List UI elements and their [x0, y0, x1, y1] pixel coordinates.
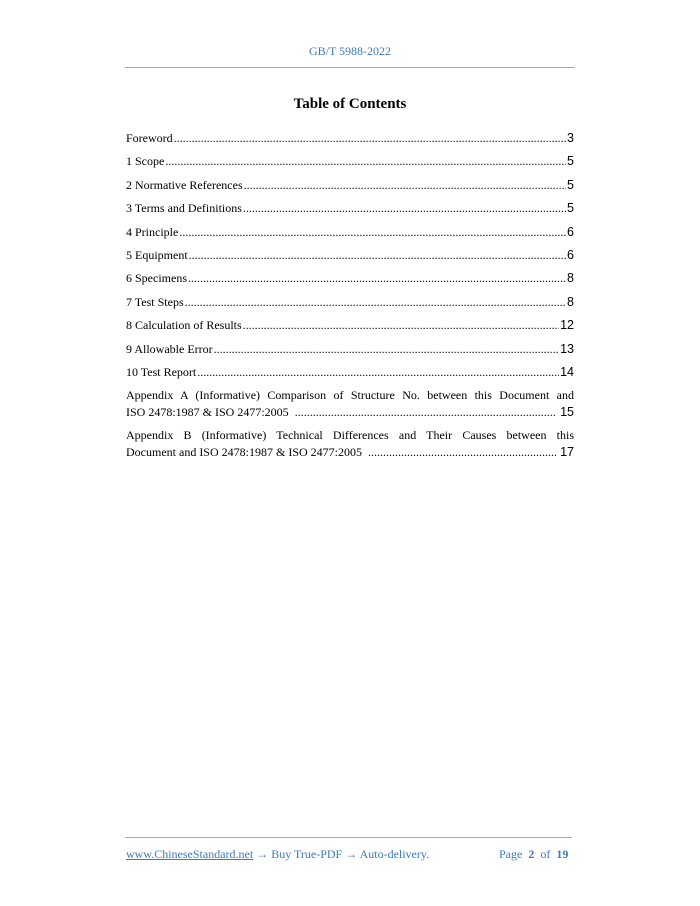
footer-divider: [125, 837, 572, 838]
dot-leader: [368, 444, 556, 461]
toc-entry-label: 7 Test Steps: [126, 294, 184, 309]
toc-entry-page: 14: [560, 364, 574, 379]
toc-entry-page: 6: [567, 247, 574, 262]
header-divider: [125, 67, 575, 68]
toc-entry-specimens[interactable]: [126, 267, 574, 290]
toc-entry-allowable-error[interactable]: [126, 338, 574, 361]
toc-entry-page: 5: [567, 154, 574, 169]
footer-page-indicator: [499, 847, 568, 862]
toc-title: Table of Contents: [293, 96, 407, 112]
toc-entry-page: 12: [560, 318, 574, 333]
footer-promo-text: → Buy True-PDF → Auto-delivery.: [253, 847, 430, 861]
page-of: of: [540, 847, 551, 861]
toc-entry-appendix-b[interactable]: [126, 424, 574, 464]
toc-entry-principle[interactable]: [126, 221, 574, 244]
toc-entry-label-line2: ISO 2478:1987 & ISO 2477:2005: [126, 405, 289, 420]
website-link[interactable]: www.ChineseStandard.net: [126, 847, 254, 861]
toc-entry-page: 17: [560, 445, 574, 460]
dot-leader: [188, 267, 566, 290]
current-page-number: 2: [528, 847, 535, 861]
dot-leader: [244, 174, 566, 197]
header-standard-code: GB/T 5988-2022: [308, 44, 392, 58]
toc-entry-test-report[interactable]: [126, 361, 574, 384]
toc-entry-terms-definitions[interactable]: [126, 197, 574, 220]
dot-leader: [243, 314, 559, 337]
toc-entry-label: 1 Scope: [126, 154, 165, 169]
toc-entry-calculation-results[interactable]: [126, 314, 574, 337]
dot-leader: [295, 404, 556, 421]
toc-entry-label-line1: Appendix B (Informative) Technical Differences and Their Causes between this: [126, 428, 574, 443]
toc-entry-test-steps[interactable]: [126, 291, 574, 314]
toc-entry-label-line2: Document and ISO 2478:1987 & ISO 2477:2005: [126, 445, 362, 460]
toc-entry-label-line1: Appendix A (Informative) Comparison of Structure No. between this Document and: [126, 388, 574, 403]
page-prefix: Page: [499, 847, 523, 861]
toc-entry-label: 5 Equipment: [126, 247, 188, 262]
toc-entry-label: 8 Calculation of Results: [126, 318, 242, 333]
toc-entry-label: 9 Allowable Error: [126, 341, 213, 356]
toc-entry-label: 4 Principle: [126, 224, 179, 239]
toc-entry-normative-references[interactable]: [126, 174, 574, 197]
toc-entry-page: 5: [567, 201, 574, 216]
dot-leader: [189, 244, 566, 267]
dot-leader: [165, 150, 566, 173]
toc-entry-page: 5: [567, 177, 574, 192]
toc-entry-page: 13: [560, 341, 574, 356]
dot-leader: [185, 291, 566, 314]
toc-entry-foreword[interactable]: [126, 127, 574, 150]
toc-entry-page: 8: [567, 271, 574, 286]
toc-entry-page: 8: [567, 294, 574, 309]
dot-leader: [197, 361, 559, 384]
toc-entry-page: 15: [560, 405, 574, 420]
footer-promo: [126, 847, 429, 862]
toc-entry-page: 3: [567, 131, 574, 145]
toc-entry-page: 6: [567, 224, 574, 239]
toc-entry-appendix-a[interactable]: [126, 384, 574, 424]
dot-leader: [243, 197, 566, 220]
toc-list: [126, 127, 574, 464]
dot-leader: [179, 221, 566, 244]
toc-entry-label: 3 Terms and Definitions: [126, 201, 242, 216]
toc-entry-label: Foreword: [126, 131, 173, 145]
toc-entry-scope[interactable]: [126, 150, 574, 173]
dot-leader: [174, 127, 566, 150]
toc-entry-label: 2 Normative References: [126, 177, 243, 192]
toc-entry-equipment[interactable]: [126, 244, 574, 267]
dot-leader: [214, 338, 559, 361]
toc-entry-label: 6 Specimens: [126, 271, 187, 286]
toc-entry-label: 10 Test Report: [126, 364, 197, 379]
total-pages-number: 19: [556, 847, 569, 861]
